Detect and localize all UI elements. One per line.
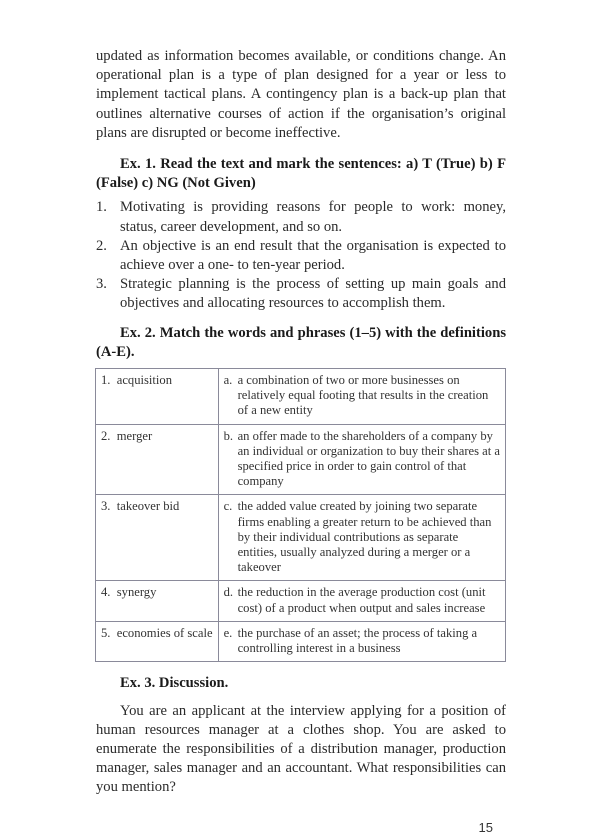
definition-text: the purchase of an asset; the process of taking a controlling interest in a business [237, 625, 478, 656]
term-cell: 1. acquisition [96, 369, 219, 425]
definition-cell [218, 495, 505, 581]
list-item [96, 237, 506, 275]
definition-letter: d. [223, 585, 234, 600]
list-item [96, 198, 506, 236]
definition-letter: c. [223, 499, 233, 514]
item-text: Strategic planning is the process of setting up main goals and objectives and allocating resources to accomplish them. [120, 276, 506, 312]
table-row [96, 621, 506, 661]
definition-text: an offer made to the shareholders of a company by an individual or organization to buy their shares at a specified price in order to gain control of that company [237, 428, 500, 489]
ex2-heading: Ex. 2. Match the words and phrases (1–5) with the definitions (A-E). [96, 324, 506, 360]
term-cell: 3. takeover bid [96, 495, 219, 581]
term-cell: 2. merger [96, 424, 219, 495]
term-cell: 4. synergy [96, 581, 219, 621]
table-row [96, 581, 506, 621]
intro-paragraph: updated as information becomes available, or conditions change. An operational plan is a type of plan designed for a year or less to implement tactical plans. A contingency plan is a back-up plan that outlines alternative courses of action if the organisation’s original plans are disrupted or become ineffective. [96, 48, 506, 141]
definition-letter: a. [223, 373, 233, 388]
definition-text: a combination of two or more businesses on relatively equal footing that results in the creation of a new entity [237, 373, 489, 418]
item-number: 2. [96, 237, 107, 254]
definition-text: the added value created by joining two separate firms enabling a greater return to be achieved than by their individual contributions as separate entities, usually analyzed during a merger or a takeover [237, 499, 492, 575]
definition-cell [218, 369, 505, 425]
item-text: Motivating is providing reasons for people to work: money, status, career development, and so on. [120, 199, 506, 235]
ex1-list [96, 198, 506, 313]
item-text: An objective is an end result that the organisation is expected to achieve over a one- to ten-year period. [120, 237, 506, 274]
item-number: 1. [96, 199, 107, 216]
definition-cell [218, 424, 505, 495]
ex1-heading: Ex. 1. Read the text and mark the sentences: a) T (True) b) F (False) c) NG (Not Given) [96, 156, 506, 192]
definition-cell [218, 621, 505, 661]
item-number: 3. [96, 276, 107, 293]
table-row [96, 369, 506, 425]
matching-table [95, 368, 506, 662]
definition-letter: b. [223, 428, 234, 443]
term-cell: 5. economies of scale [96, 621, 219, 661]
table-row [96, 424, 506, 495]
page-number: 15 [478, 819, 493, 835]
definition-cell [218, 581, 505, 621]
table-row [96, 495, 506, 581]
definition-text: the reduction in the average production cost (unit cost) of a product when output and sales increase [237, 585, 486, 615]
ex3-heading: Ex. 3. Discussion. [120, 675, 229, 692]
ex3-text: You are an applicant at the interview applying for a position of human resources manager at a clothes shop. You are asked to enumerate the responsibilities of a distribution manager, production manager, sales manager and an accountant. What responsibilities can you mention? [96, 702, 506, 796]
definition-letter: e. [223, 625, 233, 640]
list-item [96, 275, 506, 313]
